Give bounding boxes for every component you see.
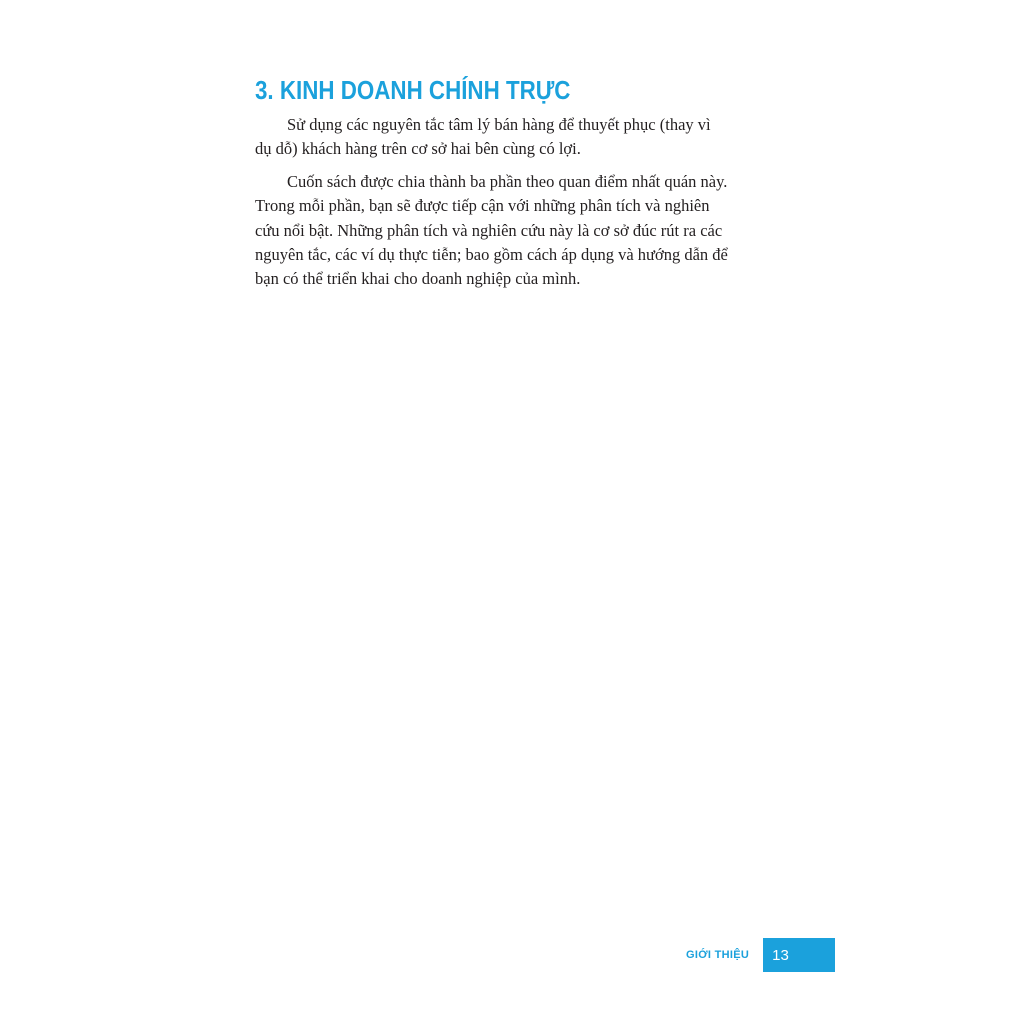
page-number-badge (763, 938, 835, 972)
paragraph-2: Cuốn sách được chia thành ba phần theo quan điểm nhất quán này. Trong mỗi phần, bạn sẽ được tiếp cận với những phân tích và nghiên cứu nổi bật. Những phân tích và nghiên cứu này là cơ sở đúc rút ra các nguyên tắc, các ví dụ thực tiễn; bao gồm cách áp dụng và hướng dẫn để bạn có thể triển khai cho doanh nghiệp của mình. (255, 171, 728, 289)
paragraph-1: Sử dụng các nguyên tắc tâm lý bán hàng để thuyết phục (thay vì dụ dỗ) khách hàng trên cơ sở hai bên cùng có lợi. (255, 115, 711, 159)
section-heading: 3. KINH DOANH CHÍNH TRỰC (255, 75, 571, 105)
running-section-label: GIỚI THIỆU (686, 949, 750, 961)
page-number: 13 (772, 946, 789, 964)
page-footer (686, 938, 835, 972)
body-text (255, 113, 772, 300)
